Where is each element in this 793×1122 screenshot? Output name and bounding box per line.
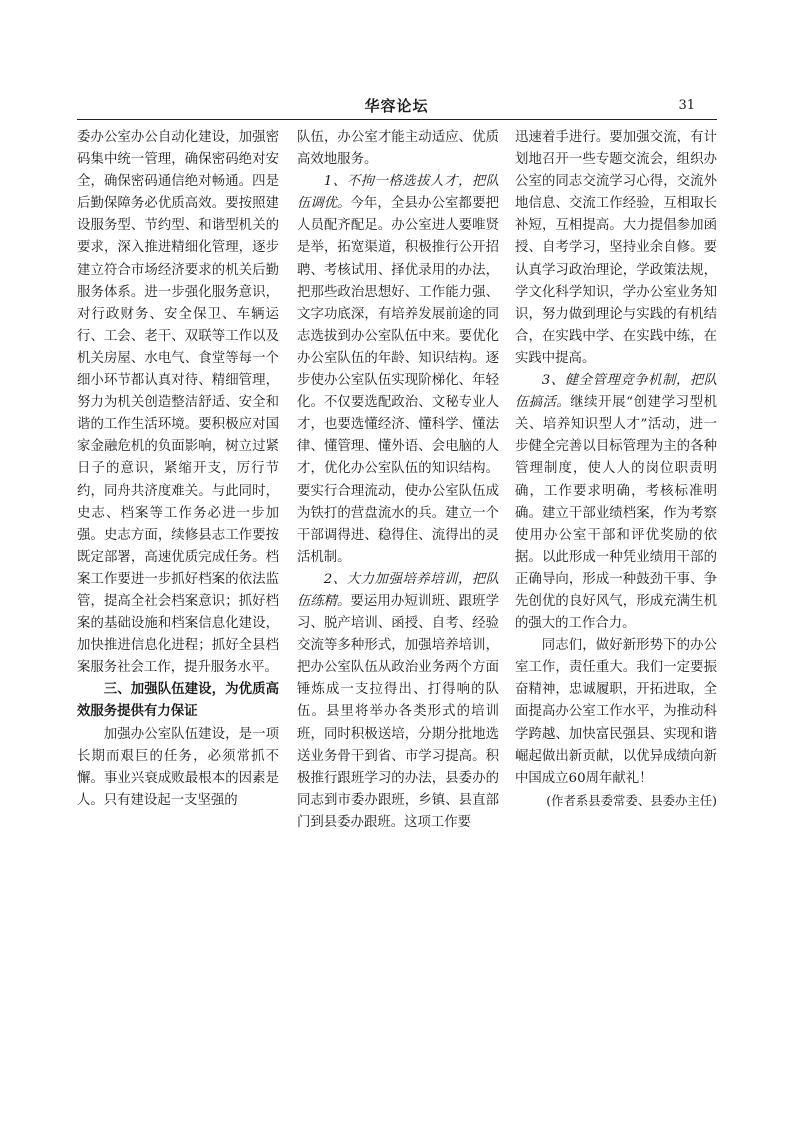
paragraph: 委办公室办公自动化建设，加强密码集中统一管理，确保密码绝对安全，确保密码通信绝对畅通。四是后勤保障务必优质高效。要按照建设服务型、节约型、和谐型机关的要求，深入推进精细化管理，逐步建立符合市场经济要求的机关后勤服务体系。进一步强化服务意识，对行政财务、安全保卫、车辆运行、工会、老干、双联等工作以及机关房屋、水电气、食堂等每一个细小环节都认真对待、精细管理，努力为机关创造整洁舒适、安全和谐的工作生活环境。要积极应对国家金融危机的负面影响，树立过紧日子的意识，紧缩开支，厉行节约，同舟共济度难关。与此同时，史志、档案等工作务必进一步加强。史志方面，续修县志工作要按既定部署，高速优质完成任务。档案工作要进一步抓好档案的依法监管，提高全社会档案意识；抓好档案的基础设施和档案信息化建设，加快推进信息化进程；抓好全县档案服务社会工作，提升服务水平。 xyxy=(77,130,279,676)
author-note: (作者系县委常委、县委办主任) xyxy=(546,792,717,808)
section-heading: 三、加强队伍建设，为优质高效服务提供有力保证 xyxy=(77,682,279,720)
paragraph xyxy=(297,171,499,569)
paragraph xyxy=(297,569,499,834)
column-2 xyxy=(297,127,500,830)
paragraph: 加强办公室队伍建设，是一项长期而艰巨的任务，必须常抓不懈。事业兴衰成败最根本的因素是人。只有建设起一支坚强的 xyxy=(77,726,279,808)
page-header-title: 华容论坛 xyxy=(364,97,429,115)
paragraph-body: 今年，全县办公室都要把人员配齐配足。办公室进人要唯贤是举，拓宽渠道，积极推行公开招聘、考核试用、择优录用的办法，把那些政治思想好、工作能力强、文字功底深，有培养发展前途的同志选拔到办公室队伍中来。要优化办公室队伍的年龄、知识结构。逐步使办公室队伍实现阶梯化、年轻化。不仅要选配政治、文秘专业人才，也要选懂经济、懂科学、懂法律、懂管理、懂外语、会电脑的人才，优化办公室队伍的知识结构。要实行合理流动，使办公室队伍成为铁打的营盘流水的兵。建立一个干部调得进、稳得住、流得出的灵活机制。 xyxy=(297,196,500,565)
paragraph: 同志们，做好新形势下的办公室工作，责任重大。我们一定要振奋精神，忠诚履职，开拓进取，全面提高办公室工作水平，为推动科学跨越、加快富民强县、实现和谐崛起做出新贡献，以优异成绩向新中国成立60周年献礼！ xyxy=(515,638,717,786)
column-3 xyxy=(515,127,717,807)
subsection-lead: 1、不拘一格选拔人才，把队伍调优。 xyxy=(297,174,499,212)
paragraph-body: 要运用办短训班、跟班学习、脱产培训、函授、自考、经验交流等多种形式，加强培养培训，把办公室队伍从政治业务两个方面锤炼成一支拉得出、打得响的队伍。县里将举办各类形式的培训班，同时积极送培，分期分批地选送业务骨干到省、市学习提高。积极推行跟班学习的办法，县委办的同志到市委办跟班，乡镇、县直部门到县委办跟班。这项工作要 xyxy=(297,593,500,830)
page-number: 31 xyxy=(678,98,695,113)
paragraph xyxy=(515,370,717,635)
header-rule xyxy=(77,119,717,120)
paragraph-body: 继续开展“创建学习型机关、培养知识型人才”活动，进一步健全完善以目标管理为主的各种管理制度，使人人的岗位职责明确，工作要求明确，考核标准明确。建立干部业绩档案，作为考察使用办公室干部和评优奖励的依据。以此形成一种凭业绩用干部的正确导向，形成一种鼓劲干事、争先创优的良好风气，形成充满生机的强大的工作合力。 xyxy=(515,395,717,632)
paragraph: 迅速着手进行。要加强交流，有计划地召开一些专题交流会，组织办公室的同志交流学习心得，交流外地信息、交流工作经验，互相取长补短，互相提高。大力提倡参加函授、自考学习，坚持业余自修。要认真学习政治理论，学政策法规，学文化科学知识，学办公室业务知识，努力做到理论与实践的有机结合，在实践中学、在实践中练，在实践中提高。 xyxy=(515,130,717,366)
subsection-lead: 3、健全管理竞争机制，把队伍搞活。 xyxy=(515,373,717,411)
paragraph: 队伍，办公室才能主动适应、优质高效地服务。 xyxy=(297,130,499,168)
column-1 xyxy=(77,127,279,808)
subsection-lead: 2、大力加强培养培训，把队伍练精。 xyxy=(297,571,499,609)
